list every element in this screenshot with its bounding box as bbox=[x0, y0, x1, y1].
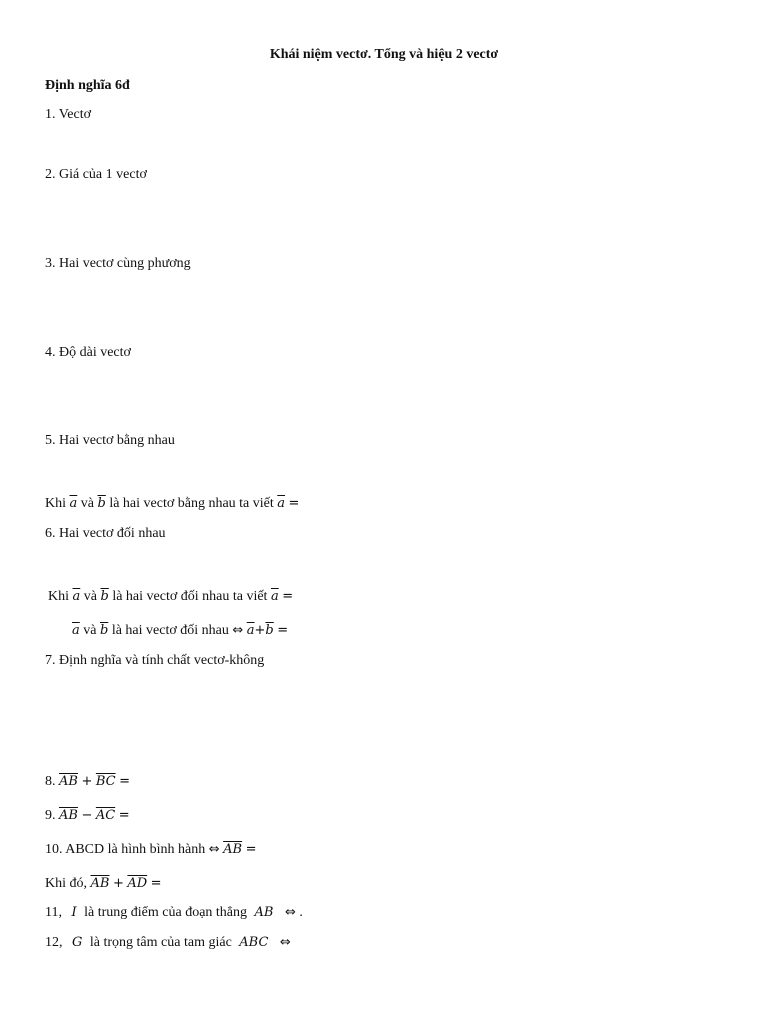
equal-vectors-line bbox=[45, 495, 299, 513]
item-9-number: 9. bbox=[45, 808, 56, 823]
equal-text: là hai vectơ bằng nhau ta viết bbox=[109, 496, 274, 511]
item-opposite-vectors: 6. Hai vectơ đối nhau bbox=[45, 526, 166, 541]
vector-ab: $\overline{AB}$ bbox=[59, 774, 78, 789]
opposite-text: là hai vectơ đối nhau ta viết bbox=[112, 589, 268, 604]
item-11-text: là trung điểm của đoạn thẳng bbox=[84, 905, 248, 920]
item-11 bbox=[45, 904, 303, 922]
vector-b: $\overline{b}$ bbox=[265, 623, 274, 638]
khi-do-line bbox=[45, 875, 162, 893]
iff-symbol: ⇔ bbox=[208, 842, 220, 857]
equals-sign: = bbox=[288, 496, 300, 511]
iff-symbol: ⇔ bbox=[279, 935, 291, 950]
item-vector-support: 2. Giá của 1 vectơ bbox=[45, 167, 147, 182]
and-word: và bbox=[80, 496, 94, 511]
opposite-vectors-line bbox=[48, 588, 293, 606]
item-8 bbox=[45, 773, 130, 791]
equals-sign: = bbox=[150, 876, 162, 891]
vector-a: $\overline{a}$ bbox=[72, 623, 80, 638]
iff-symbol: ⇔ bbox=[232, 623, 244, 638]
vector-a: $\overline{a}$ bbox=[277, 496, 286, 511]
opposite-iff-text: là hai vectơ đối nhau bbox=[111, 623, 229, 638]
minus-sign: − bbox=[81, 808, 93, 823]
vector-ab: $\overline{AB}$ bbox=[90, 876, 110, 891]
vector-ad: $\overline{AD}$ bbox=[127, 876, 148, 891]
item-10-text: 10. ABCD là hình bình hành bbox=[45, 842, 206, 857]
equals-sign: = bbox=[282, 589, 294, 604]
vector-a: $\overline{a}$ bbox=[72, 589, 81, 604]
item-10 bbox=[45, 841, 257, 859]
item-12-number: 12, bbox=[45, 935, 63, 950]
khi-word: Khi bbox=[48, 589, 69, 604]
plus-sign: + bbox=[254, 623, 266, 638]
vector-bc: $\overline{BC}$ bbox=[95, 774, 116, 789]
and-word: và bbox=[83, 623, 97, 638]
item-8-number: 8. bbox=[45, 774, 56, 789]
item-12 bbox=[45, 934, 291, 952]
vector-ab: $\overline{AB}$ bbox=[223, 842, 243, 857]
iff-symbol: ⇔ bbox=[284, 905, 296, 920]
item-vector: 1. Vectơ bbox=[45, 107, 92, 122]
vector-a: $\overline{a}$ bbox=[270, 589, 279, 604]
item-11-number: 11, bbox=[45, 905, 62, 920]
vector-a: $\overline{a}$ bbox=[246, 623, 255, 638]
equals-sign: = bbox=[119, 774, 131, 789]
item-zero-vector: 7. Định nghĩa và tính chất vectơ-không bbox=[45, 653, 265, 668]
opposite-iff-line bbox=[72, 622, 288, 640]
item-vector-length: 4. Độ dài vectơ bbox=[45, 345, 131, 360]
segment-ab: AB bbox=[254, 905, 274, 920]
equals-sign: = bbox=[245, 842, 257, 857]
plus-sign: + bbox=[81, 774, 93, 789]
period: . bbox=[299, 905, 303, 920]
vector-b: $\overline{b}$ bbox=[99, 623, 109, 638]
and-word: và bbox=[83, 589, 97, 604]
khi-do-text: Khi đó, bbox=[45, 876, 87, 891]
item-collinear-vectors: 3. Hai vectơ cùng phương bbox=[45, 256, 191, 271]
point-g: G bbox=[72, 935, 83, 950]
equals-sign: = bbox=[277, 623, 289, 638]
vector-ab: $\overline{AB}$ bbox=[59, 808, 78, 823]
vector-b: $\overline{b}$ bbox=[100, 589, 109, 604]
item-12-text: là trọng tâm của tam giác bbox=[89, 935, 232, 950]
page-title: Khái niệm vectơ. Tổng và hiệu 2 vectơ bbox=[269, 47, 499, 62]
section-heading: Định nghĩa 6đ bbox=[45, 78, 130, 93]
triangle-abc: ABC bbox=[239, 935, 269, 950]
item-9 bbox=[45, 807, 130, 825]
vector-a: $\overline{a}$ bbox=[69, 496, 78, 511]
item-equal-vectors: 5. Hai vectơ bằng nhau bbox=[45, 433, 175, 448]
point-i: I bbox=[71, 905, 77, 920]
vector-b: $\overline{b}$ bbox=[97, 496, 106, 511]
vector-ac: $\overline{AC}$ bbox=[95, 808, 116, 823]
plus-sign: + bbox=[112, 876, 124, 891]
khi-word: Khi bbox=[45, 496, 66, 511]
equals-sign: = bbox=[118, 808, 130, 823]
